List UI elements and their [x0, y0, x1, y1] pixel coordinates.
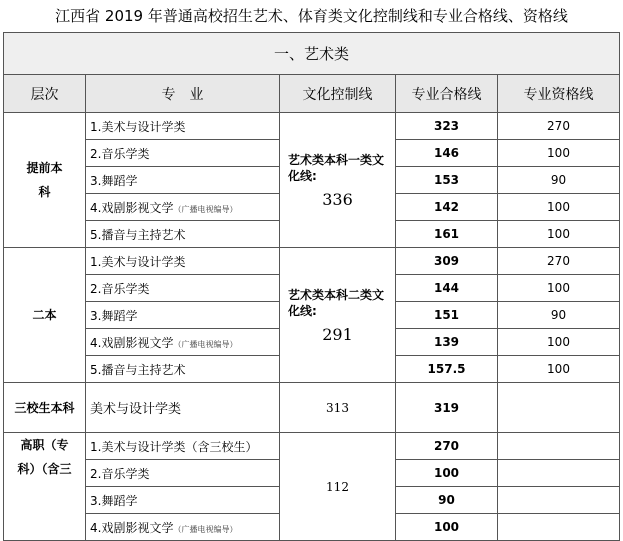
qualified-line-cell: 157.5	[396, 356, 498, 383]
table-row	[4, 113, 620, 140]
major-cell: 美术与设计学类	[86, 383, 280, 433]
control-line-value: 313	[280, 383, 396, 433]
header-row	[4, 75, 620, 113]
qualified-line-cell: 319	[396, 383, 498, 433]
qualified-line-cell: 153	[396, 167, 498, 194]
level-gaozhi: 高职（专科）（含三	[4, 433, 86, 541]
major-cell: 1.美术与设计学类（含三校生）	[86, 433, 280, 460]
qualified-line-cell: 146	[396, 140, 498, 167]
major-note: （广播电视编导）	[173, 524, 238, 534]
qualified-line-cell: 144	[396, 275, 498, 302]
qualified-line-cell: 161	[396, 221, 498, 248]
qualified-line-cell: 151	[396, 302, 498, 329]
eligibility-line-cell	[498, 383, 620, 433]
eligibility-line-cell: 270	[498, 113, 620, 140]
control-line-value: 291	[322, 324, 353, 344]
table-row	[4, 433, 620, 460]
control-line-label: 艺术类本科二类文化线:	[288, 287, 385, 318]
qualified-line-cell: 270	[396, 433, 498, 460]
eligibility-line-cell	[498, 460, 620, 487]
control-line-erben	[280, 248, 396, 383]
major-note: （广播电视编导）	[173, 339, 238, 349]
eligibility-line-cell: 90	[498, 302, 620, 329]
major-cell: 3.舞蹈学	[86, 487, 280, 514]
major-cell: 2.音乐学类	[86, 460, 280, 487]
eligibility-line-cell: 100	[498, 194, 620, 221]
major-cell: 5.播音与主持艺术	[86, 356, 280, 383]
header-qualified-line: 专业合格线	[396, 75, 498, 113]
table-row	[4, 248, 620, 275]
eligibility-line-cell: 270	[498, 248, 620, 275]
qualified-line-cell: 139	[396, 329, 498, 356]
major-cell: 3.舞蹈学	[86, 302, 280, 329]
header-eligibility-line: 专业资格线	[498, 75, 620, 113]
header-level: 层次	[4, 75, 86, 113]
control-line-value: 112	[280, 433, 396, 541]
major-cell: 2.音乐学类	[86, 140, 280, 167]
level-tiqian: 提前本科	[4, 113, 86, 248]
qualified-line-cell: 323	[396, 113, 498, 140]
eligibility-line-cell	[498, 433, 620, 460]
qualified-line-cell: 90	[396, 487, 498, 514]
major-cell: 5.播音与主持艺术	[86, 221, 280, 248]
major-cell: 1.美术与设计学类	[86, 248, 280, 275]
level-sanxiao: 三校生本科	[4, 383, 86, 433]
eligibility-line-cell: 100	[498, 140, 620, 167]
section-title: 一、艺术类	[4, 33, 620, 75]
major-cell: 4.戏剧影视文学（广播电视编导）	[86, 329, 280, 356]
eligibility-line-cell	[498, 487, 620, 514]
major-cell: 2.音乐学类	[86, 275, 280, 302]
qualified-line-cell: 142	[396, 194, 498, 221]
qualified-line-cell: 100	[396, 460, 498, 487]
qualified-line-cell: 100	[396, 514, 498, 541]
level-erben: 二本	[4, 248, 86, 383]
major-cell: 4.戏剧影视文学（广播电视编导）	[86, 194, 280, 221]
eligibility-line-cell: 90	[498, 167, 620, 194]
score-table	[3, 32, 620, 541]
major-cell: 1.美术与设计学类	[86, 113, 280, 140]
qualified-line-cell: 309	[396, 248, 498, 275]
major-cell: 3.舞蹈学	[86, 167, 280, 194]
table-row	[4, 383, 620, 433]
eligibility-line-cell: 100	[498, 356, 620, 383]
control-line-value: 336	[322, 189, 353, 209]
eligibility-line-cell: 100	[498, 221, 620, 248]
header-control-line: 文化控制线	[280, 75, 396, 113]
major-note: （广播电视编导）	[173, 204, 238, 214]
eligibility-line-cell: 100	[498, 329, 620, 356]
eligibility-line-cell: 100	[498, 275, 620, 302]
eligibility-line-cell	[498, 514, 620, 541]
control-line-tiqian	[280, 113, 396, 248]
header-major: 专 业	[86, 75, 280, 113]
page-title: 江西省 2019 年普通高校招生艺术、体育类文化控制线和专业合格线、资格线	[55, 7, 568, 25]
major-cell: 4.戏剧影视文学（广播电视编导）	[86, 514, 280, 541]
section-row	[4, 33, 620, 75]
control-line-label: 艺术类本科一类文化线:	[288, 152, 385, 183]
